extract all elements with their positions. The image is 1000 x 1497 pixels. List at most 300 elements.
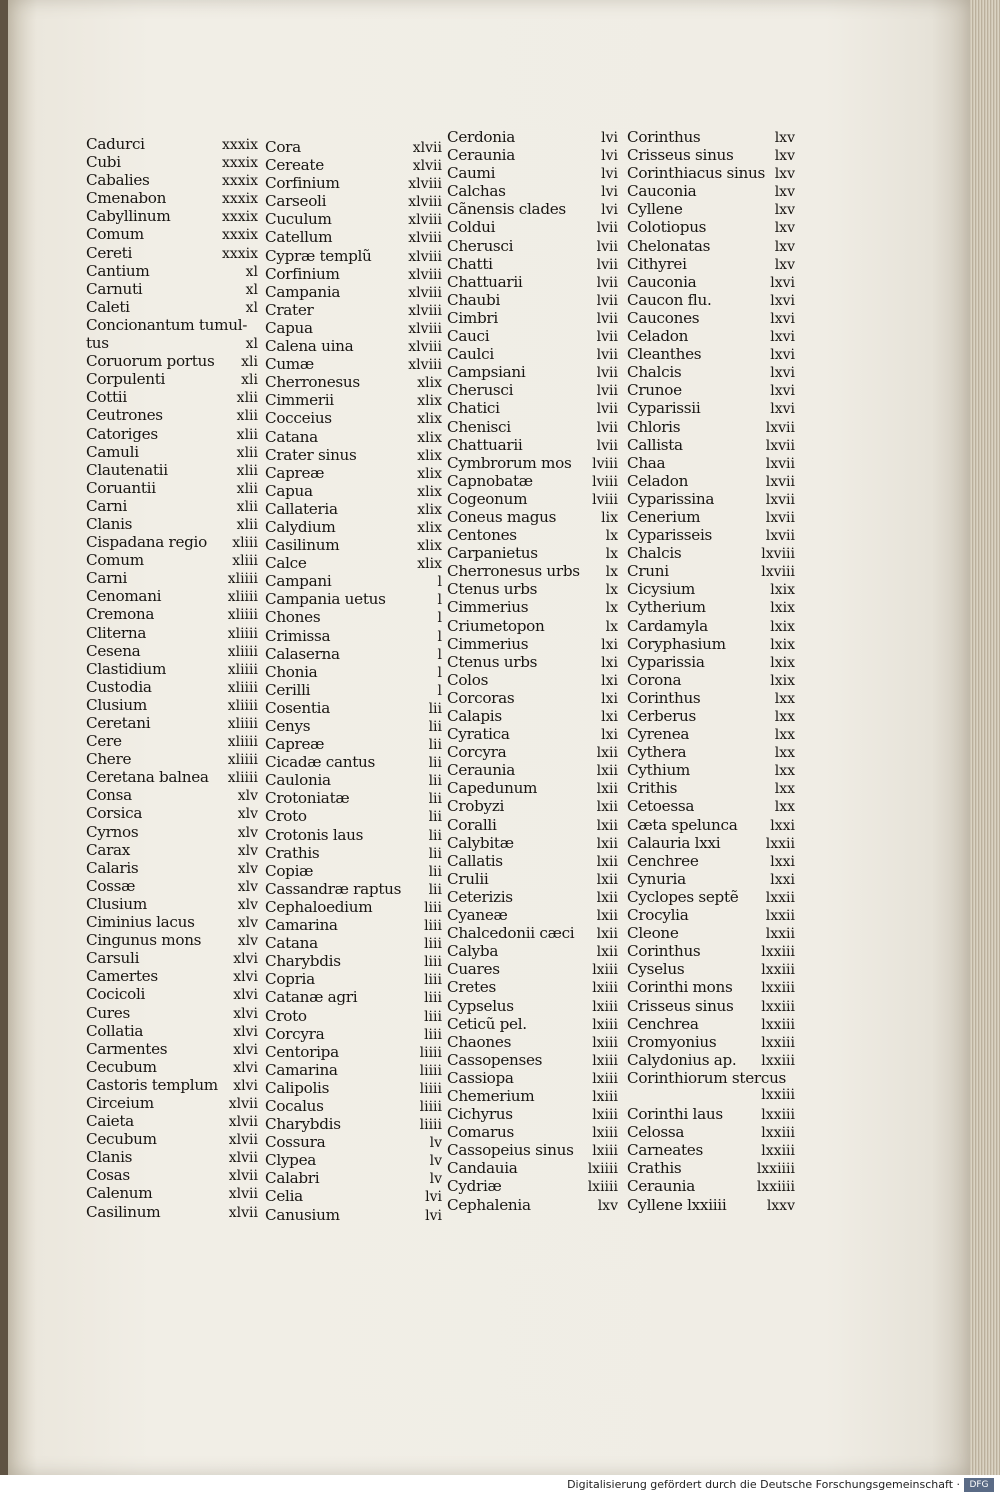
index-entry <box>86 244 258 262</box>
index-entry <box>627 743 795 761</box>
entry-name: Corsica <box>86 804 143 823</box>
index-entry <box>447 761 618 779</box>
entry-page-number: xxxix <box>221 137 258 153</box>
index-entry <box>447 1033 618 1051</box>
entry-page-number: lxxiii <box>761 1107 795 1124</box>
index-entry <box>86 1148 258 1166</box>
entry-name: Campania <box>265 282 341 301</box>
entry-page-number: lv <box>429 1135 442 1152</box>
entry-name: Cichyrus <box>447 1105 513 1124</box>
entry-name: Cocceius <box>265 409 332 428</box>
index-entry <box>627 978 795 996</box>
index-entry <box>265 681 442 699</box>
index-column-2 <box>265 138 442 1224</box>
index-entry <box>627 128 795 146</box>
entry-name: Clastidium <box>86 659 167 678</box>
index-entry <box>86 841 258 859</box>
entry-page-number: liii <box>424 936 442 953</box>
entry-name: Cherusci <box>447 381 514 400</box>
entry-page-number: lxx <box>774 727 795 744</box>
entry-name: Cenchrea <box>627 1014 699 1033</box>
index-entry <box>627 1015 795 1033</box>
entry-name: Corfinium <box>265 264 340 283</box>
entry-name: Cenys <box>265 717 311 735</box>
index-entry <box>447 924 618 942</box>
entry-page-number: lxxii <box>765 889 795 906</box>
index-entry <box>86 895 258 913</box>
entry-page-number: lxv <box>774 130 795 146</box>
entry-page-number: liii <box>424 1008 442 1025</box>
index-entry <box>627 707 795 725</box>
entry-page-number: lxxiii <box>761 1086 795 1103</box>
entry-page-number: lxxv <box>766 1197 795 1214</box>
index-entry <box>265 789 442 807</box>
entry-name: Cliterna <box>86 623 147 642</box>
entry-name: Crisseus sinus <box>627 996 734 1015</box>
index-entry <box>265 319 442 337</box>
entry-page-number: xlviii <box>408 194 442 211</box>
entry-page-number: lii <box>428 755 442 772</box>
index-entry <box>265 1007 442 1025</box>
index-entry <box>627 146 795 164</box>
entry-page-number: xlix <box>417 538 442 555</box>
index-entry <box>627 906 795 924</box>
index-entry <box>627 291 795 309</box>
entry-name: Corcoras <box>447 688 515 707</box>
index-entry <box>265 373 442 391</box>
index-entry <box>86 949 258 967</box>
index-entry <box>627 689 795 707</box>
entry-page-number: lix <box>601 509 618 526</box>
entry-name: Candauia <box>447 1159 518 1178</box>
entry-name: Crater sinus <box>265 445 357 464</box>
entry-page-number: lxix <box>770 636 795 653</box>
entry-page-number: xlv <box>237 842 258 859</box>
entry-page-number: lxvi <box>770 383 795 400</box>
entry-name: Corinthiacus sinus <box>627 164 765 183</box>
entry-page-number: lii <box>428 845 442 862</box>
entry-name: Calenum <box>86 1184 153 1203</box>
entry-name: Chaa <box>627 453 666 472</box>
entry-name: Cherronesus urbs <box>447 562 580 581</box>
entry-name: Cerilli <box>265 680 311 699</box>
entry-page-number: xlix <box>417 483 442 500</box>
index-entry <box>447 1051 618 1069</box>
index-entry <box>447 852 618 870</box>
entry-name: Cyllene <box>627 200 683 219</box>
entry-name: Ctenus urbs <box>447 652 538 671</box>
entry-page-number: lxvii <box>765 509 795 526</box>
index-column-3 <box>447 128 618 1214</box>
index-entry <box>447 526 618 544</box>
entry-name: Coruorum portus <box>86 352 215 371</box>
entry-page-number: lvi <box>601 202 618 219</box>
entry-page-number: xlix <box>417 375 442 392</box>
entry-page-number: lviii <box>592 491 618 508</box>
entry-page-number: xxxix <box>221 173 258 190</box>
entry-page-number: lvii <box>596 274 618 291</box>
entry-name: Cherusci <box>447 236 514 255</box>
entry-name: Catanæ agri <box>265 988 358 1007</box>
index-entry <box>86 768 258 786</box>
entry-page-number: lxxiiii <box>756 1161 795 1178</box>
entry-name: Cydriæ <box>447 1177 502 1196</box>
digitization-credit: Digitalisierung gefördert durch die Deutsche Forschungsgemeinschaft · <box>567 1478 960 1491</box>
index-entry <box>447 870 618 888</box>
index-entry <box>265 1061 442 1079</box>
entry-page-number: liii <box>424 918 442 935</box>
index-entry <box>86 1058 258 1076</box>
index-entry <box>447 1196 618 1214</box>
index-entry <box>447 1015 618 1033</box>
entry-name: Cimmerius <box>447 634 529 653</box>
entry-name: Cypselus <box>447 996 514 1015</box>
entry-page-number: lx <box>605 582 618 599</box>
index-entry <box>627 363 795 381</box>
entry-page-number: lxiiii <box>587 1161 618 1178</box>
entry-name: Carneates <box>627 1141 703 1160</box>
entry-page-number: xlvi <box>233 1077 258 1094</box>
entry-page-number: lxvii <box>765 528 795 545</box>
index-entry <box>447 689 618 707</box>
entry-page-number: lxix <box>770 582 795 599</box>
entry-page-number: l <box>437 646 442 663</box>
index-column-1 <box>86 135 258 1221</box>
entry-page-number: lxx <box>774 763 795 780</box>
entry-page-number: xliiii <box>227 607 258 624</box>
index-entry <box>447 418 618 436</box>
entry-page-number: liiii <box>419 1080 442 1097</box>
entry-page-number: xlvi <box>233 1059 258 1076</box>
entry-name: Camarina <box>265 1060 338 1079</box>
index-entry <box>447 942 618 960</box>
entry-name: Cora <box>265 138 301 156</box>
entry-name: Cesena <box>86 641 141 660</box>
entry-name: Cæta spelunca <box>627 815 738 834</box>
entry-page-number: lxx <box>774 799 795 816</box>
entry-name: Cereate <box>265 156 324 175</box>
entry-page-number: liii <box>424 899 442 916</box>
entry-page-number: lxxiii <box>761 1016 795 1033</box>
index-entry <box>447 743 618 761</box>
index-entry <box>447 544 618 562</box>
index-entry <box>86 207 258 225</box>
index-entry <box>86 605 258 623</box>
entry-name: Chemerium <box>447 1086 535 1105</box>
index-entry <box>265 265 442 283</box>
entry-name: Chalcis <box>627 363 682 382</box>
entry-page-number: xlii <box>236 444 258 461</box>
index-entry <box>447 725 618 743</box>
entry-name: Cyselus <box>627 960 685 979</box>
index-entry <box>627 490 795 508</box>
entry-name: Canusium <box>265 1205 340 1224</box>
entry-name: Chaones <box>447 1032 512 1051</box>
entry-page-number: xliiii <box>227 661 258 678</box>
entry-name: Cymbrorum mos <box>447 453 572 472</box>
entry-name: Cromyonius <box>627 1032 717 1051</box>
entry-page-number: lvi <box>425 1207 442 1224</box>
index-entry <box>265 880 442 898</box>
entry-page-number: xlviii <box>408 302 442 319</box>
entry-page-number: l <box>437 664 442 681</box>
index-entry <box>447 237 618 255</box>
index-entry <box>86 533 258 551</box>
entry-name: Ceutrones <box>86 406 163 425</box>
entry-page-number: lxiii <box>592 998 618 1015</box>
entry-page-number: lxix <box>770 600 795 617</box>
entry-name: Cabyllinum <box>86 207 171 226</box>
entry-name: Caumi <box>447 164 496 183</box>
entry-page-number: xl <box>245 263 258 280</box>
entry-page-number: liii <box>424 990 442 1007</box>
entry-page-number: lvi <box>601 130 618 146</box>
entry-page-number: xlvii <box>228 1150 258 1167</box>
index-entry <box>86 316 258 334</box>
entry-name: Ceretani <box>86 714 151 732</box>
entry-page-number: l <box>437 628 442 645</box>
index-entry <box>265 898 442 916</box>
entry-page-number: lxv <box>597 1197 618 1214</box>
index-entry <box>265 174 442 192</box>
index-entry <box>627 1196 795 1214</box>
index-entry <box>86 280 258 298</box>
index-entry <box>627 1123 795 1141</box>
entry-name: Calaris <box>86 858 139 877</box>
entry-page-number: lii <box>428 791 442 808</box>
entry-name: Chalcis <box>627 544 682 563</box>
index-entry <box>265 988 442 1006</box>
index-entry <box>86 1004 258 1022</box>
entry-name: Cadurci <box>86 135 145 153</box>
entry-name: Cossura <box>265 1133 326 1152</box>
index-entry <box>627 997 795 1015</box>
index-entry <box>265 228 442 246</box>
entry-page-number: lxx <box>774 745 795 762</box>
entry-name: Clanis <box>86 514 133 533</box>
entry-name: Crater <box>265 300 314 319</box>
entry-name: Cyclopes septẽ <box>627 887 739 906</box>
index-entry <box>86 1094 258 1112</box>
entry-name: Corfinium <box>265 174 340 193</box>
index-entry <box>86 334 258 352</box>
entry-name: Circeium <box>86 1093 154 1112</box>
entry-name: Caucones <box>627 308 700 327</box>
entry-name: Corinthiorum stercus <box>627 1068 787 1087</box>
entry-page-number: lii <box>428 827 442 844</box>
index-entry <box>447 635 618 653</box>
entry-page-number: lxviii <box>761 546 795 563</box>
entry-name: Calauria lxxi <box>627 833 721 852</box>
index-entry <box>447 146 618 164</box>
index-entry <box>86 786 258 804</box>
entry-page-number: liii <box>424 954 442 971</box>
entry-name: Cerdonia <box>447 128 516 146</box>
entry-page-number: lxvii <box>765 491 795 508</box>
index-entry <box>627 309 795 327</box>
index-entry <box>265 1025 442 1043</box>
index-entry <box>447 273 618 291</box>
entry-page-number: lxix <box>770 654 795 671</box>
index-entry <box>265 1115 442 1133</box>
index-entry <box>447 617 618 635</box>
entry-page-number: xlv <box>237 824 258 841</box>
entry-name: Carax <box>86 840 131 859</box>
index-entry <box>86 931 258 949</box>
entry-page-number: lxv <box>774 166 795 183</box>
entry-name: Cenerium <box>627 507 701 526</box>
index-entry <box>265 862 442 880</box>
entry-page-number: lxii <box>596 835 618 852</box>
entry-name: Cimmerii <box>265 391 334 410</box>
entry-name: Chloris <box>627 417 681 436</box>
entry-name: Corinthus <box>627 942 701 961</box>
index-entry <box>627 200 795 218</box>
entry-name: Casilinum <box>86 1202 161 1221</box>
entry-page-number: xlviii <box>408 339 442 356</box>
index-entry <box>86 823 258 841</box>
index-entry <box>447 164 618 182</box>
index-entry <box>447 200 618 218</box>
entry-page-number: xliiii <box>227 734 258 751</box>
entry-page-number: lxvi <box>770 274 795 291</box>
entry-page-number: lxix <box>770 672 795 689</box>
index-entry <box>447 707 618 725</box>
entry-name: Calapis <box>447 707 502 725</box>
entry-page-number: xlvii <box>412 140 442 156</box>
index-entry <box>86 587 258 605</box>
entry-page-number: xxxix <box>221 227 258 244</box>
entry-page-number: xlix <box>417 429 442 446</box>
index-entry <box>627 1177 795 1195</box>
entry-page-number: lx <box>605 600 618 617</box>
entry-page-number: lxxiii <box>761 1125 795 1142</box>
entry-name: Ciminius lacus <box>86 913 195 932</box>
entry-page-number: xl <box>245 299 258 316</box>
entry-page-number: l <box>437 574 442 591</box>
entry-name: Chaubi <box>447 290 501 309</box>
index-entry <box>265 1133 442 1151</box>
index-entry <box>86 262 258 280</box>
index-entry <box>86 370 258 388</box>
entry-page-number: xlvii <box>228 1186 258 1203</box>
entry-page-number: xlv <box>237 860 258 877</box>
index-entry <box>265 482 442 500</box>
entry-page-number: lxiii <box>592 1107 618 1124</box>
index-entry <box>265 554 442 572</box>
entry-name: Caieta <box>86 1112 134 1131</box>
entry-page-number: xlv <box>237 878 258 895</box>
entry-page-number: xlviii <box>408 176 442 193</box>
entry-page-number: xlv <box>237 788 258 805</box>
entry-name: Cecubum <box>86 1130 157 1149</box>
entry-page-number: liiii <box>419 1044 442 1061</box>
entry-name: Cmenabon <box>86 189 167 208</box>
index-entry <box>86 877 258 895</box>
entry-page-number: lxvii <box>765 473 795 490</box>
index-entry <box>86 1130 258 1148</box>
index-entry <box>265 337 442 355</box>
index-entry <box>627 888 795 906</box>
entry-name: Coneus magus <box>447 507 557 526</box>
entry-page-number: lxii <box>596 817 618 834</box>
entry-page-number: lxxii <box>765 908 795 925</box>
index-entry <box>627 562 795 580</box>
index-entry <box>627 725 795 743</box>
entry-name: Copria <box>265 970 315 989</box>
entry-name: Corinthus <box>627 128 701 146</box>
entry-name: Crotonis laus <box>265 825 364 844</box>
entry-page-number: lvii <box>596 383 618 400</box>
index-entry <box>447 888 618 906</box>
entry-page-number: l <box>437 592 442 609</box>
entry-page-number: lxi <box>601 654 618 671</box>
entry-name: Cetoessa <box>627 797 695 816</box>
entry-page-number: xxxix <box>221 245 258 262</box>
entry-name: Carseoli <box>265 192 327 211</box>
entry-name: Consa <box>86 786 132 805</box>
entry-name: Cremona <box>86 605 155 624</box>
index-entry <box>627 327 795 345</box>
entry-name: Cassiopa <box>447 1068 514 1087</box>
entry-name: Charybdis <box>265 1115 341 1134</box>
entry-name: Cythera <box>627 743 687 762</box>
entry-name: Carsuli <box>86 949 140 968</box>
entry-page-number: liiii <box>419 1062 442 1079</box>
entry-page-number: xliiii <box>227 770 258 787</box>
index-entry <box>627 942 795 960</box>
entry-page-number: xxxix <box>221 191 258 208</box>
index-entry <box>627 635 795 653</box>
entry-name: Celia <box>265 1187 303 1206</box>
entry-name: tus <box>86 334 109 353</box>
entry-name: Cerberus <box>627 707 697 725</box>
index-entry <box>447 598 618 616</box>
entry-name: Coldui <box>447 218 496 237</box>
entry-page-number: lxvi <box>770 347 795 364</box>
entry-page-number: liii <box>424 972 442 989</box>
entry-page-number: xlvi <box>233 951 258 968</box>
entry-page-number: lxv <box>774 238 795 255</box>
index-entry <box>265 138 442 156</box>
index-entry <box>627 1051 795 1069</box>
index-entry <box>86 461 258 479</box>
index-entry <box>447 906 618 924</box>
index-entry <box>86 913 258 931</box>
index-entry <box>265 916 442 934</box>
entry-page-number: lxxiii <box>761 998 795 1015</box>
entry-name: Collatia <box>86 1021 144 1040</box>
entry-page-number: lxvii <box>765 419 795 436</box>
entry-page-number: lvii <box>596 256 618 273</box>
entry-name: Catoriges <box>86 424 158 443</box>
entry-page-number: lxiii <box>592 1088 618 1105</box>
index-entry <box>447 653 618 671</box>
entry-page-number: lxvi <box>770 365 795 382</box>
entry-page-number: lvii <box>596 437 618 454</box>
entry-name: Crocylia <box>627 906 689 925</box>
index-entry <box>447 472 618 490</box>
entry-name: Cabalies <box>86 171 150 190</box>
entry-name: Calena uina <box>265 337 354 356</box>
entry-name: Ceraunia <box>447 146 515 165</box>
entry-page-number: xlv <box>237 806 258 823</box>
index-entry <box>265 192 442 210</box>
entry-name: Calce <box>265 554 307 573</box>
index-entry <box>265 391 442 409</box>
entry-name: Cardamyla <box>627 616 708 635</box>
index-entry <box>86 967 258 985</box>
